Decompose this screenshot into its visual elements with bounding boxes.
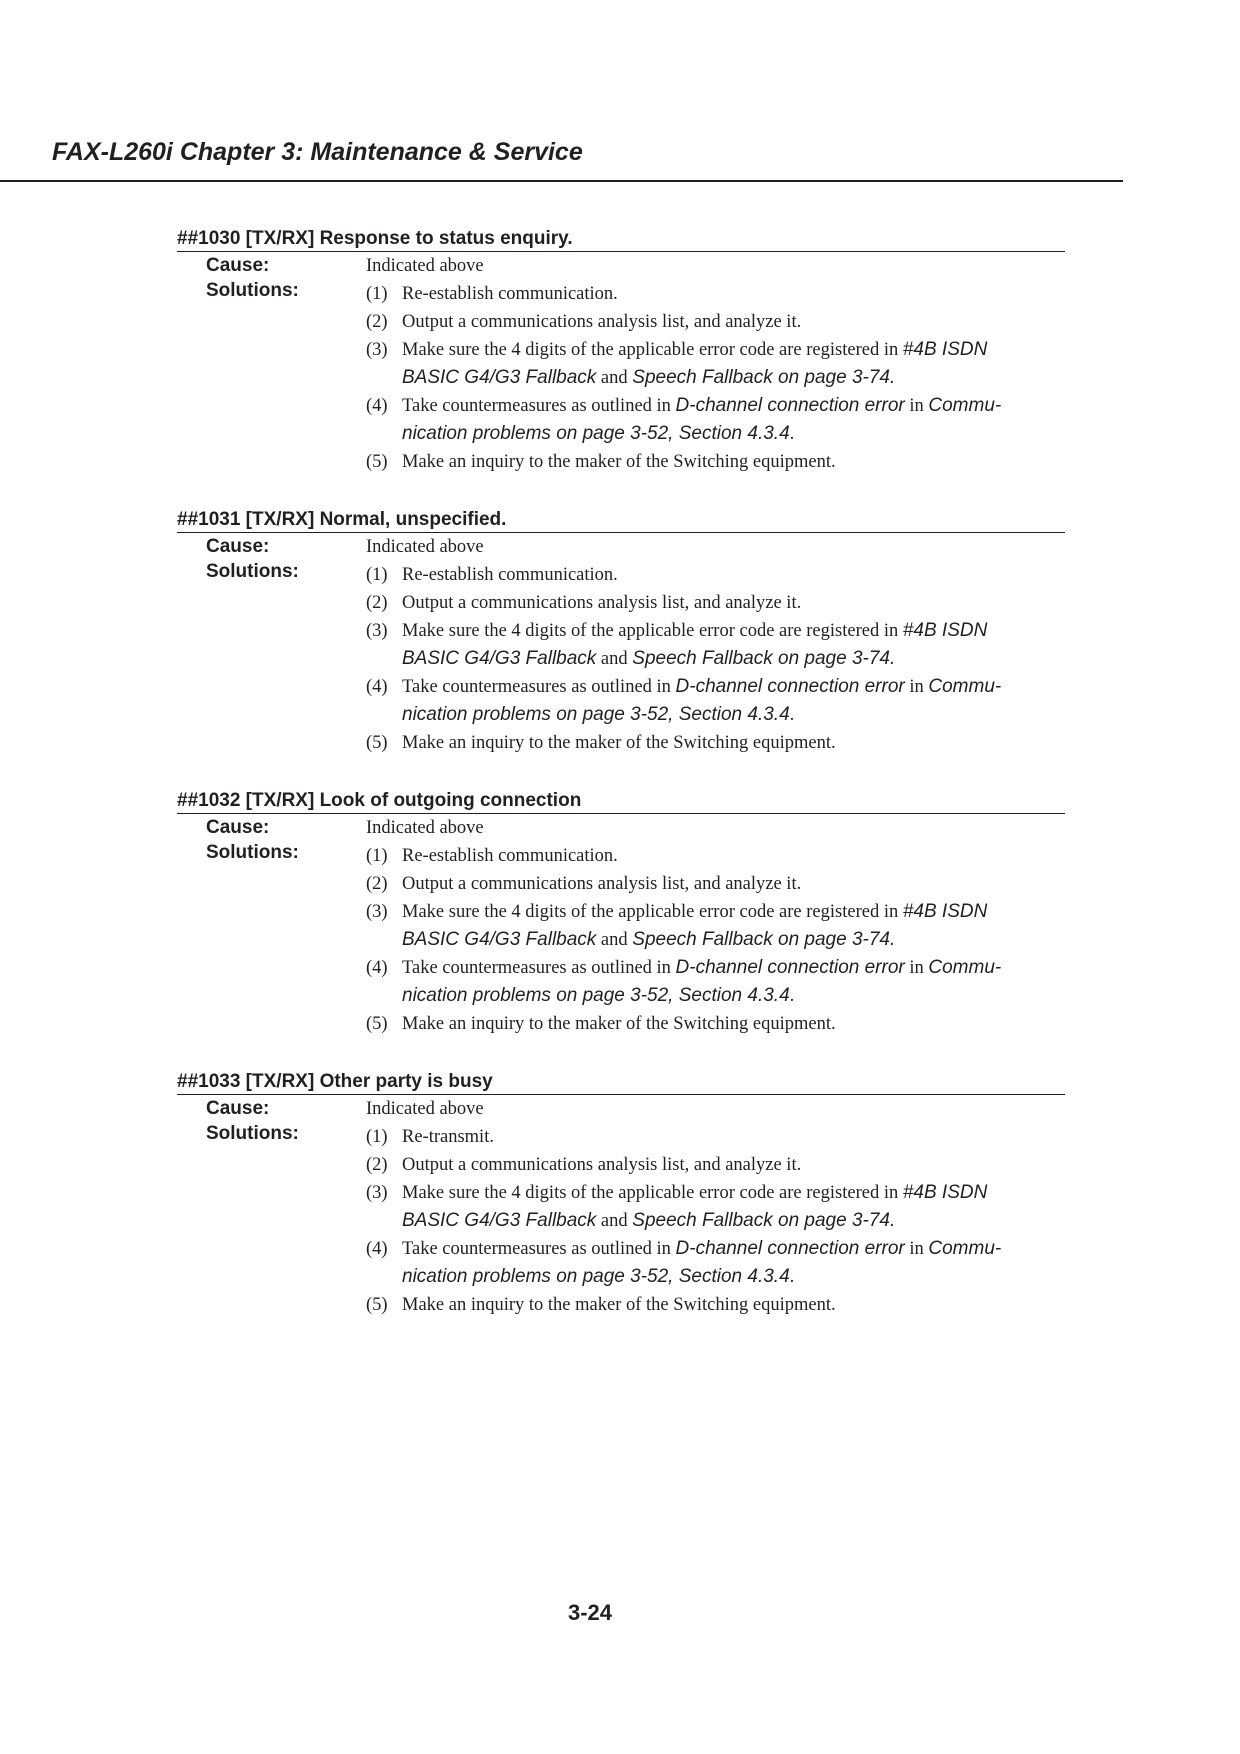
reference-link[interactable]: D-channel connection error <box>675 676 905 697</box>
section-title: ##1032 [TX/RX] Look of outgoing connection <box>177 789 1065 814</box>
item-text: Take countermeasures as outlined in <box>402 958 671 978</box>
reference-link[interactable]: BASIC G4/G3 Fallback <box>402 648 597 669</box>
reference-link[interactable]: BASIC G4/G3 Fallback <box>402 367 597 388</box>
reference-link[interactable]: Commu- <box>928 1238 1002 1259</box>
section-title: ##1030 [TX/RX] Response to status enquiry. <box>177 227 1065 252</box>
page-number: 3-24 <box>567 1600 613 1625</box>
solution-item-4 <box>177 954 1065 1010</box>
item-number: (3) <box>366 1183 388 1203</box>
error-section-1032 <box>177 789 1065 1038</box>
solution-item-3 <box>177 1179 1065 1235</box>
item-text: Make an inquiry to the maker of the Switching equipment. <box>402 452 836 472</box>
section-title: ##1031 [TX/RX] Normal, unspecified. <box>177 508 1065 533</box>
item-number: (3) <box>366 621 388 641</box>
solution-item-2 <box>177 589 1065 617</box>
item-text: Make sure the 4 digits of the applicable error code are registered in <box>402 1183 899 1203</box>
cause-label: Cause: <box>206 536 270 557</box>
item-text: Make sure the 4 digits of the applicable error code are registered in <box>402 902 899 922</box>
item-text: Make sure the 4 digits of the applicable error code are registered in <box>402 621 899 641</box>
cause-label: Cause: <box>206 817 270 838</box>
solution-item-4 <box>177 673 1065 729</box>
cause-row <box>177 1095 1065 1123</box>
item-text: Take countermeasures as outlined in <box>402 1239 671 1259</box>
solution-item-4 <box>177 392 1065 448</box>
item-number: (2) <box>366 593 388 613</box>
connector-text: and <box>600 649 628 669</box>
solution-item-1 <box>177 842 1065 870</box>
period: . <box>789 705 795 725</box>
item-number: (4) <box>366 396 388 416</box>
reference-link[interactable]: Commu- <box>928 676 1002 697</box>
reference-link[interactable]: nication problems on page 3-52, Section 4.3.4 <box>402 985 790 1006</box>
item-number: (2) <box>366 874 388 894</box>
cause-text: Indicated above <box>366 818 484 838</box>
reference-link[interactable]: #4B ISDN <box>902 620 988 641</box>
item-text: Output a communications analysis list, and analyze it. <box>402 874 802 894</box>
item-number: (5) <box>366 733 388 753</box>
item-text: Take countermeasures as outlined in <box>402 396 671 416</box>
reference-link[interactable]: Speech Fallback on page 3-74 <box>632 929 890 950</box>
solutions-label: Solutions: <box>206 561 299 582</box>
period: . <box>890 1210 896 1231</box>
reference-link[interactable]: BASIC G4/G3 Fallback <box>402 929 597 950</box>
reference-link[interactable]: D-channel connection error <box>675 957 905 978</box>
solution-item-1 <box>177 561 1065 589</box>
solutions-block <box>177 561 1065 757</box>
solution-item-5 <box>177 1291 1065 1319</box>
item-number: (1) <box>366 565 388 585</box>
reference-link[interactable]: Speech Fallback on page 3-74 <box>632 1210 890 1231</box>
error-section-1030 <box>177 227 1065 476</box>
section-title: ##1033 [TX/RX] Other party is busy <box>177 1070 1065 1095</box>
item-text: Make sure the 4 digits of the applicable error code are registered in <box>402 340 899 360</box>
cause-label: Cause: <box>206 1098 270 1119</box>
connector-text: and <box>600 930 628 950</box>
solution-item-5 <box>177 448 1065 476</box>
period: . <box>789 986 795 1006</box>
item-text: Make an inquiry to the maker of the Switching equipment. <box>402 1295 836 1315</box>
cause-text: Indicated above <box>366 256 484 276</box>
cause-row <box>177 814 1065 842</box>
item-number: (4) <box>366 958 388 978</box>
cause-text: Indicated above <box>366 537 484 557</box>
solutions-block <box>177 842 1065 1038</box>
item-number: (3) <box>366 340 388 360</box>
item-number: (4) <box>366 677 388 697</box>
item-text: Re-transmit. <box>402 1127 494 1147</box>
solution-item-3 <box>177 898 1065 954</box>
reference-link[interactable]: D-channel connection error <box>675 1238 905 1259</box>
solutions-label: Solutions: <box>206 842 299 863</box>
solution-item-2 <box>177 1151 1065 1179</box>
cause-row <box>177 252 1065 280</box>
reference-link[interactable]: Commu- <box>928 957 1002 978</box>
error-section-1033 <box>177 1070 1065 1319</box>
header-divider <box>0 180 1123 182</box>
item-text: Make an inquiry to the maker of the Switching equipment. <box>402 733 836 753</box>
error-section-1031 <box>177 508 1065 757</box>
period: . <box>890 367 896 388</box>
solution-item-1 <box>177 280 1065 308</box>
solutions-block <box>177 280 1065 476</box>
connector-text: in <box>909 396 924 416</box>
reference-link[interactable]: Speech Fallback on page 3-74 <box>632 367 890 388</box>
reference-link[interactable]: nication problems on page 3-52, Section 4.3.4 <box>402 704 790 725</box>
connector-text: and <box>600 368 628 388</box>
solution-item-3 <box>177 336 1065 392</box>
solution-item-5 <box>177 1010 1065 1038</box>
reference-link[interactable]: #4B ISDN <box>902 339 988 360</box>
item-number: (5) <box>366 452 388 472</box>
item-number: (5) <box>366 1295 388 1315</box>
item-text: Output a communications analysis list, and analyze it. <box>402 1155 802 1175</box>
item-text: Re-establish communication. <box>402 846 618 866</box>
item-text: Output a communications analysis list, and analyze it. <box>402 593 802 613</box>
item-number: (2) <box>366 1155 388 1175</box>
cause-row <box>177 533 1065 561</box>
period: . <box>789 1267 795 1287</box>
cause-text: Indicated above <box>366 1099 484 1119</box>
reference-link[interactable]: #4B ISDN <box>902 901 988 922</box>
connector-text: in <box>909 677 924 697</box>
reference-link[interactable]: nication problems on page 3-52, Section 4.3.4 <box>402 1266 790 1287</box>
item-number: (5) <box>366 1014 388 1034</box>
reference-link[interactable]: #4B ISDN <box>902 1182 988 1203</box>
reference-link[interactable]: Speech Fallback on page 3-74 <box>632 648 890 669</box>
reference-link[interactable]: Commu- <box>928 395 1002 416</box>
item-text: Re-establish communication. <box>402 284 618 304</box>
period: . <box>789 424 795 444</box>
solution-item-2 <box>177 308 1065 336</box>
solution-item-1 <box>177 1123 1065 1151</box>
connector-text: and <box>600 1211 628 1231</box>
item-number: (1) <box>366 1127 388 1147</box>
item-number: (1) <box>366 284 388 304</box>
cause-label: Cause: <box>206 255 270 276</box>
solution-item-3 <box>177 617 1065 673</box>
solutions-label: Solutions: <box>206 280 299 301</box>
solution-item-5 <box>177 729 1065 757</box>
period: . <box>890 648 896 669</box>
item-text: Take countermeasures as outlined in <box>402 677 671 697</box>
item-number: (1) <box>366 846 388 866</box>
reference-link[interactable]: D-channel connection error <box>675 395 905 416</box>
item-text: Make an inquiry to the maker of the Switching equipment. <box>402 1014 836 1034</box>
period: . <box>890 929 896 950</box>
item-text: Re-establish communication. <box>402 565 618 585</box>
connector-text: in <box>909 958 924 978</box>
page-header-title: FAX-L260i Chapter 3: Maintenance & Service <box>52 138 583 166</box>
solutions-block <box>177 1123 1065 1319</box>
solution-item-2 <box>177 870 1065 898</box>
connector-text: in <box>909 1239 924 1259</box>
reference-link[interactable]: BASIC G4/G3 Fallback <box>402 1210 597 1231</box>
solution-item-4 <box>177 1235 1065 1291</box>
item-number: (4) <box>366 1239 388 1259</box>
reference-link[interactable]: nication problems on page 3-52, Section 4.3.4 <box>402 423 790 444</box>
solutions-label: Solutions: <box>206 1123 299 1144</box>
item-number: (2) <box>366 312 388 332</box>
item-text: Output a communications analysis list, and analyze it. <box>402 312 802 332</box>
item-number: (3) <box>366 902 388 922</box>
